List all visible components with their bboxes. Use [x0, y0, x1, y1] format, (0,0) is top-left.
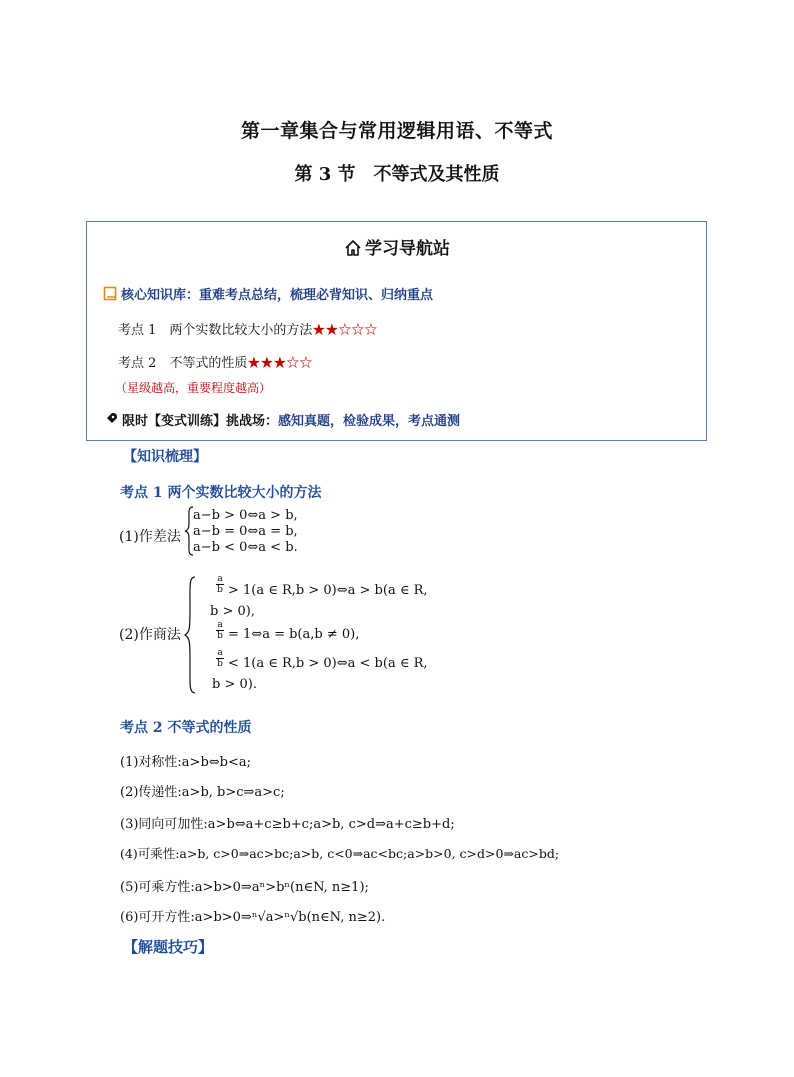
frac-3 [216, 648, 224, 669]
tips-heading: 【解题技巧】 [123, 938, 214, 956]
frac-1 [216, 574, 224, 595]
core-label: 核心知识库： [121, 288, 200, 303]
quot-line-4: < 1(a ∈ R,b > 0)⇔a < b(a ∈ R, [228, 656, 428, 671]
diff-method-label: (1)作差法 [119, 529, 181, 545]
house-icon [344, 239, 362, 262]
challenge-label: 限时【变式训练】挑战场： [122, 414, 279, 429]
star-note: （星级越高，重要程度越高） [115, 381, 272, 395]
chapter-title: 第一章集合与常用逻辑用语、不等式 [240, 120, 553, 142]
kp2-row [118, 352, 312, 371]
diff-line-2: a−b = 0⇔a = b, [193, 524, 298, 539]
frac-1-den: b [217, 585, 223, 595]
core-knowledge-row [103, 284, 433, 305]
book-icon [103, 286, 118, 305]
nav-title-text: 学习导航站 [365, 239, 450, 259]
frac-2 [216, 620, 224, 641]
prop-2: (2)传递性:a>b, b>c⇒a>c; [120, 785, 285, 800]
challenge-desc: 感知真题，检验成果，考点通测 [278, 414, 461, 429]
quot-line-2: b > 0), [210, 604, 255, 619]
section-title: 第 3 节 不等式及其性质 [294, 164, 500, 185]
diff-line-1: a−b > 0⇔a > b, [193, 508, 298, 523]
challenge-row [103, 410, 460, 431]
nav-title [0, 234, 794, 262]
core-desc: 重难考点总结，梳理必背知识、归纳重点 [199, 288, 434, 303]
quot-line-5: b > 0). [212, 677, 257, 692]
prop-4: (4)可乘性:a>b, c>0⇒ac>bc;a>b, c<0⇒ac<bc;a>b>0, c>d>0⇒ac>bd; [120, 846, 560, 861]
quot-line-3: = 1⇔a = b(a,b ≠ 0), [228, 627, 360, 642]
prop-1: (1)对称性:a>b⇔b<a; [120, 755, 251, 770]
frac-3-den: b [217, 659, 223, 669]
diff-line-3: a−b < 0⇔a < b. [193, 540, 298, 555]
kp2-stars-filled: ★★★ [247, 356, 287, 371]
frac-2-num: a [217, 620, 223, 630]
kp2-title: 考点 2 不等式的性质 [120, 720, 252, 736]
prop-3: (3)同向可加性:a>b⇔a+c≥b+c;a>b, c>d⇒a+c≥b+d; [120, 817, 455, 832]
quot-brace [184, 576, 196, 698]
quot-method-label: (2)作商法 [119, 627, 181, 643]
kp1-stars-empty: ☆☆☆ [338, 323, 378, 338]
kp1-label: 考点 1 两个实数比较大小的方法 [118, 323, 313, 338]
frac-3-num: a [217, 648, 223, 658]
kp1-row [118, 319, 377, 338]
frac-1-num: a [217, 574, 223, 584]
kp1-stars-filled: ★★ [312, 323, 339, 338]
kp2-label: 考点 2 不等式的性质 [118, 356, 248, 371]
knowledge-heading: 【知识梳理】 [123, 449, 207, 465]
frac-2-den: b [217, 631, 223, 641]
prop-5: (5)可乘方性:a>b>0⇒aⁿ>bⁿ(n∈N, n≥1); [120, 880, 369, 895]
prop-6: (6)可开方性:a>b>0⇒ⁿ√a>ⁿ√b(n∈N, n≥2). [120, 910, 386, 925]
rocket-icon [103, 411, 119, 431]
quot-line-1: > 1(a ∈ R,b > 0)⇔a > b(a ∈ R, [228, 583, 428, 598]
kp2-stars-empty: ☆☆ [286, 356, 313, 371]
kp1-title: 考点 1 两个实数比较大小的方法 [120, 485, 322, 501]
